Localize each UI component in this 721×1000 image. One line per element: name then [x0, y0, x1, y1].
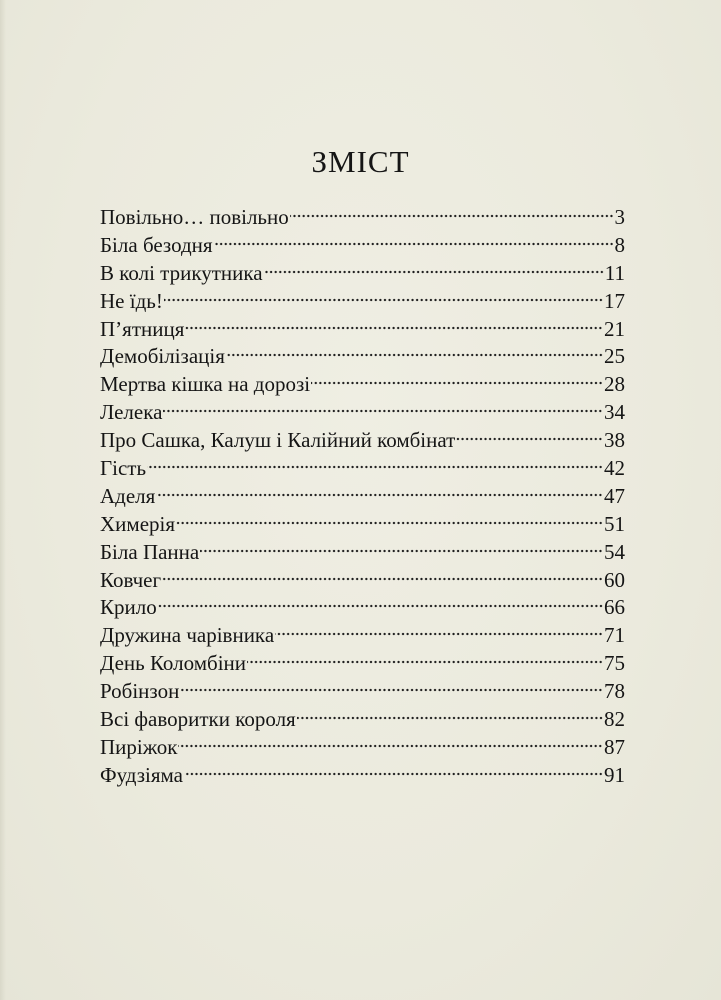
toc-entry-page: 91 [604, 762, 625, 787]
toc-entry [100, 316, 625, 344]
toc-entry-page: 66 [604, 595, 625, 620]
toc-entry-title: Ковчег [100, 567, 162, 592]
toc-entry-page: 71 [604, 623, 625, 648]
toc-entry-page: 47 [604, 483, 625, 508]
toc-entry-page: 28 [604, 372, 625, 397]
toc-entry [100, 511, 625, 539]
toc-entry-page: 38 [604, 428, 625, 453]
dot-leader [290, 213, 614, 219]
toc-entry-page: 75 [604, 651, 625, 676]
toc-entry-page: 11 [604, 260, 625, 285]
toc-entry [100, 650, 625, 678]
dot-leader [264, 269, 604, 275]
dot-leader [163, 408, 603, 414]
dot-leader [156, 492, 603, 498]
dot-leader [247, 659, 603, 665]
toc-entry-title: Лелека [100, 400, 163, 425]
toc-entry [100, 622, 625, 650]
toc-entry-title: Повільно… повільно [100, 205, 289, 229]
toc-entry-page: 21 [604, 316, 625, 341]
toc-entry-title: Пиріжок [100, 734, 178, 759]
toc-entry [100, 204, 625, 232]
toc-entry-title: Біла Панна [100, 539, 200, 564]
dot-leader [456, 436, 603, 442]
toc-entry-title: День Коломбіни [100, 651, 247, 676]
toc-entry-title: Про Сашка, Калуш і Калійний комбінат [100, 428, 456, 453]
toc-entry-title: П’ятниця [100, 316, 185, 341]
toc-entry-title: Дружина чарівника [100, 623, 275, 648]
dot-leader [176, 520, 603, 526]
toc-entry-title: Химерія [100, 511, 176, 536]
toc-entry-page: 42 [604, 456, 625, 481]
dot-leader [184, 771, 603, 777]
dot-leader [147, 464, 603, 470]
dot-leader [297, 715, 603, 721]
dot-leader [275, 631, 603, 637]
toc-entry [100, 678, 625, 706]
toc-entry-title: Крило [100, 595, 157, 620]
toc-entry [100, 260, 625, 288]
toc-entry-page: 51 [604, 511, 625, 536]
toc-entry-page: 34 [604, 400, 625, 425]
dot-leader [214, 241, 614, 247]
dot-leader [311, 380, 603, 386]
toc-entry-page: 25 [604, 344, 625, 369]
dot-leader [180, 687, 603, 693]
toc-entry-title: Гість [100, 456, 147, 481]
table-of-contents [100, 204, 625, 790]
dot-leader [178, 743, 603, 749]
toc-entry [100, 706, 625, 734]
page-title: ЗМІСТ [311, 144, 410, 179]
toc-entry [100, 455, 625, 483]
toc-entry-title: Фудзіяма [100, 762, 183, 787]
dot-leader [226, 352, 603, 358]
toc-entry [100, 288, 625, 316]
toc-entry [100, 539, 625, 567]
toc-entry-page: 87 [604, 734, 625, 759]
toc-entry [100, 483, 625, 511]
toc-entry-title: Демобілізація [100, 344, 225, 369]
dot-leader [162, 576, 603, 582]
toc-entry [100, 734, 625, 762]
toc-entry-title: Робінзон [100, 679, 180, 704]
dot-leader [185, 325, 603, 331]
toc-entry-title: Біла безодня [100, 232, 213, 257]
toc-entry [100, 232, 625, 260]
toc-entry [100, 371, 625, 399]
toc-entry-title: Всі фаворитки короля [100, 707, 296, 732]
toc-entry-title: Не їдь! [100, 288, 163, 313]
dot-leader [158, 603, 603, 609]
toc-entry-page: 3 [614, 205, 625, 229]
toc-entry [100, 762, 625, 790]
toc-entry-title: Аделя [100, 483, 156, 508]
toc-entry-title: Мертва кішка на дорозі [100, 372, 311, 397]
toc-entry [100, 399, 625, 427]
toc-entry [100, 427, 625, 455]
toc-entry-title: В колі трикутника [100, 260, 263, 285]
dot-leader [200, 548, 603, 554]
toc-entry-page: 54 [604, 539, 625, 564]
toc-entry [100, 343, 625, 371]
toc-entry-page: 17 [604, 288, 625, 313]
toc-entry-page: 8 [614, 232, 625, 257]
toc-entry-page: 82 [604, 707, 625, 732]
toc-entry [100, 567, 625, 595]
toc-entry-page: 60 [604, 567, 625, 592]
toc-entry-page: 78 [604, 679, 625, 704]
dot-leader [164, 297, 603, 303]
toc-entry [100, 594, 625, 622]
